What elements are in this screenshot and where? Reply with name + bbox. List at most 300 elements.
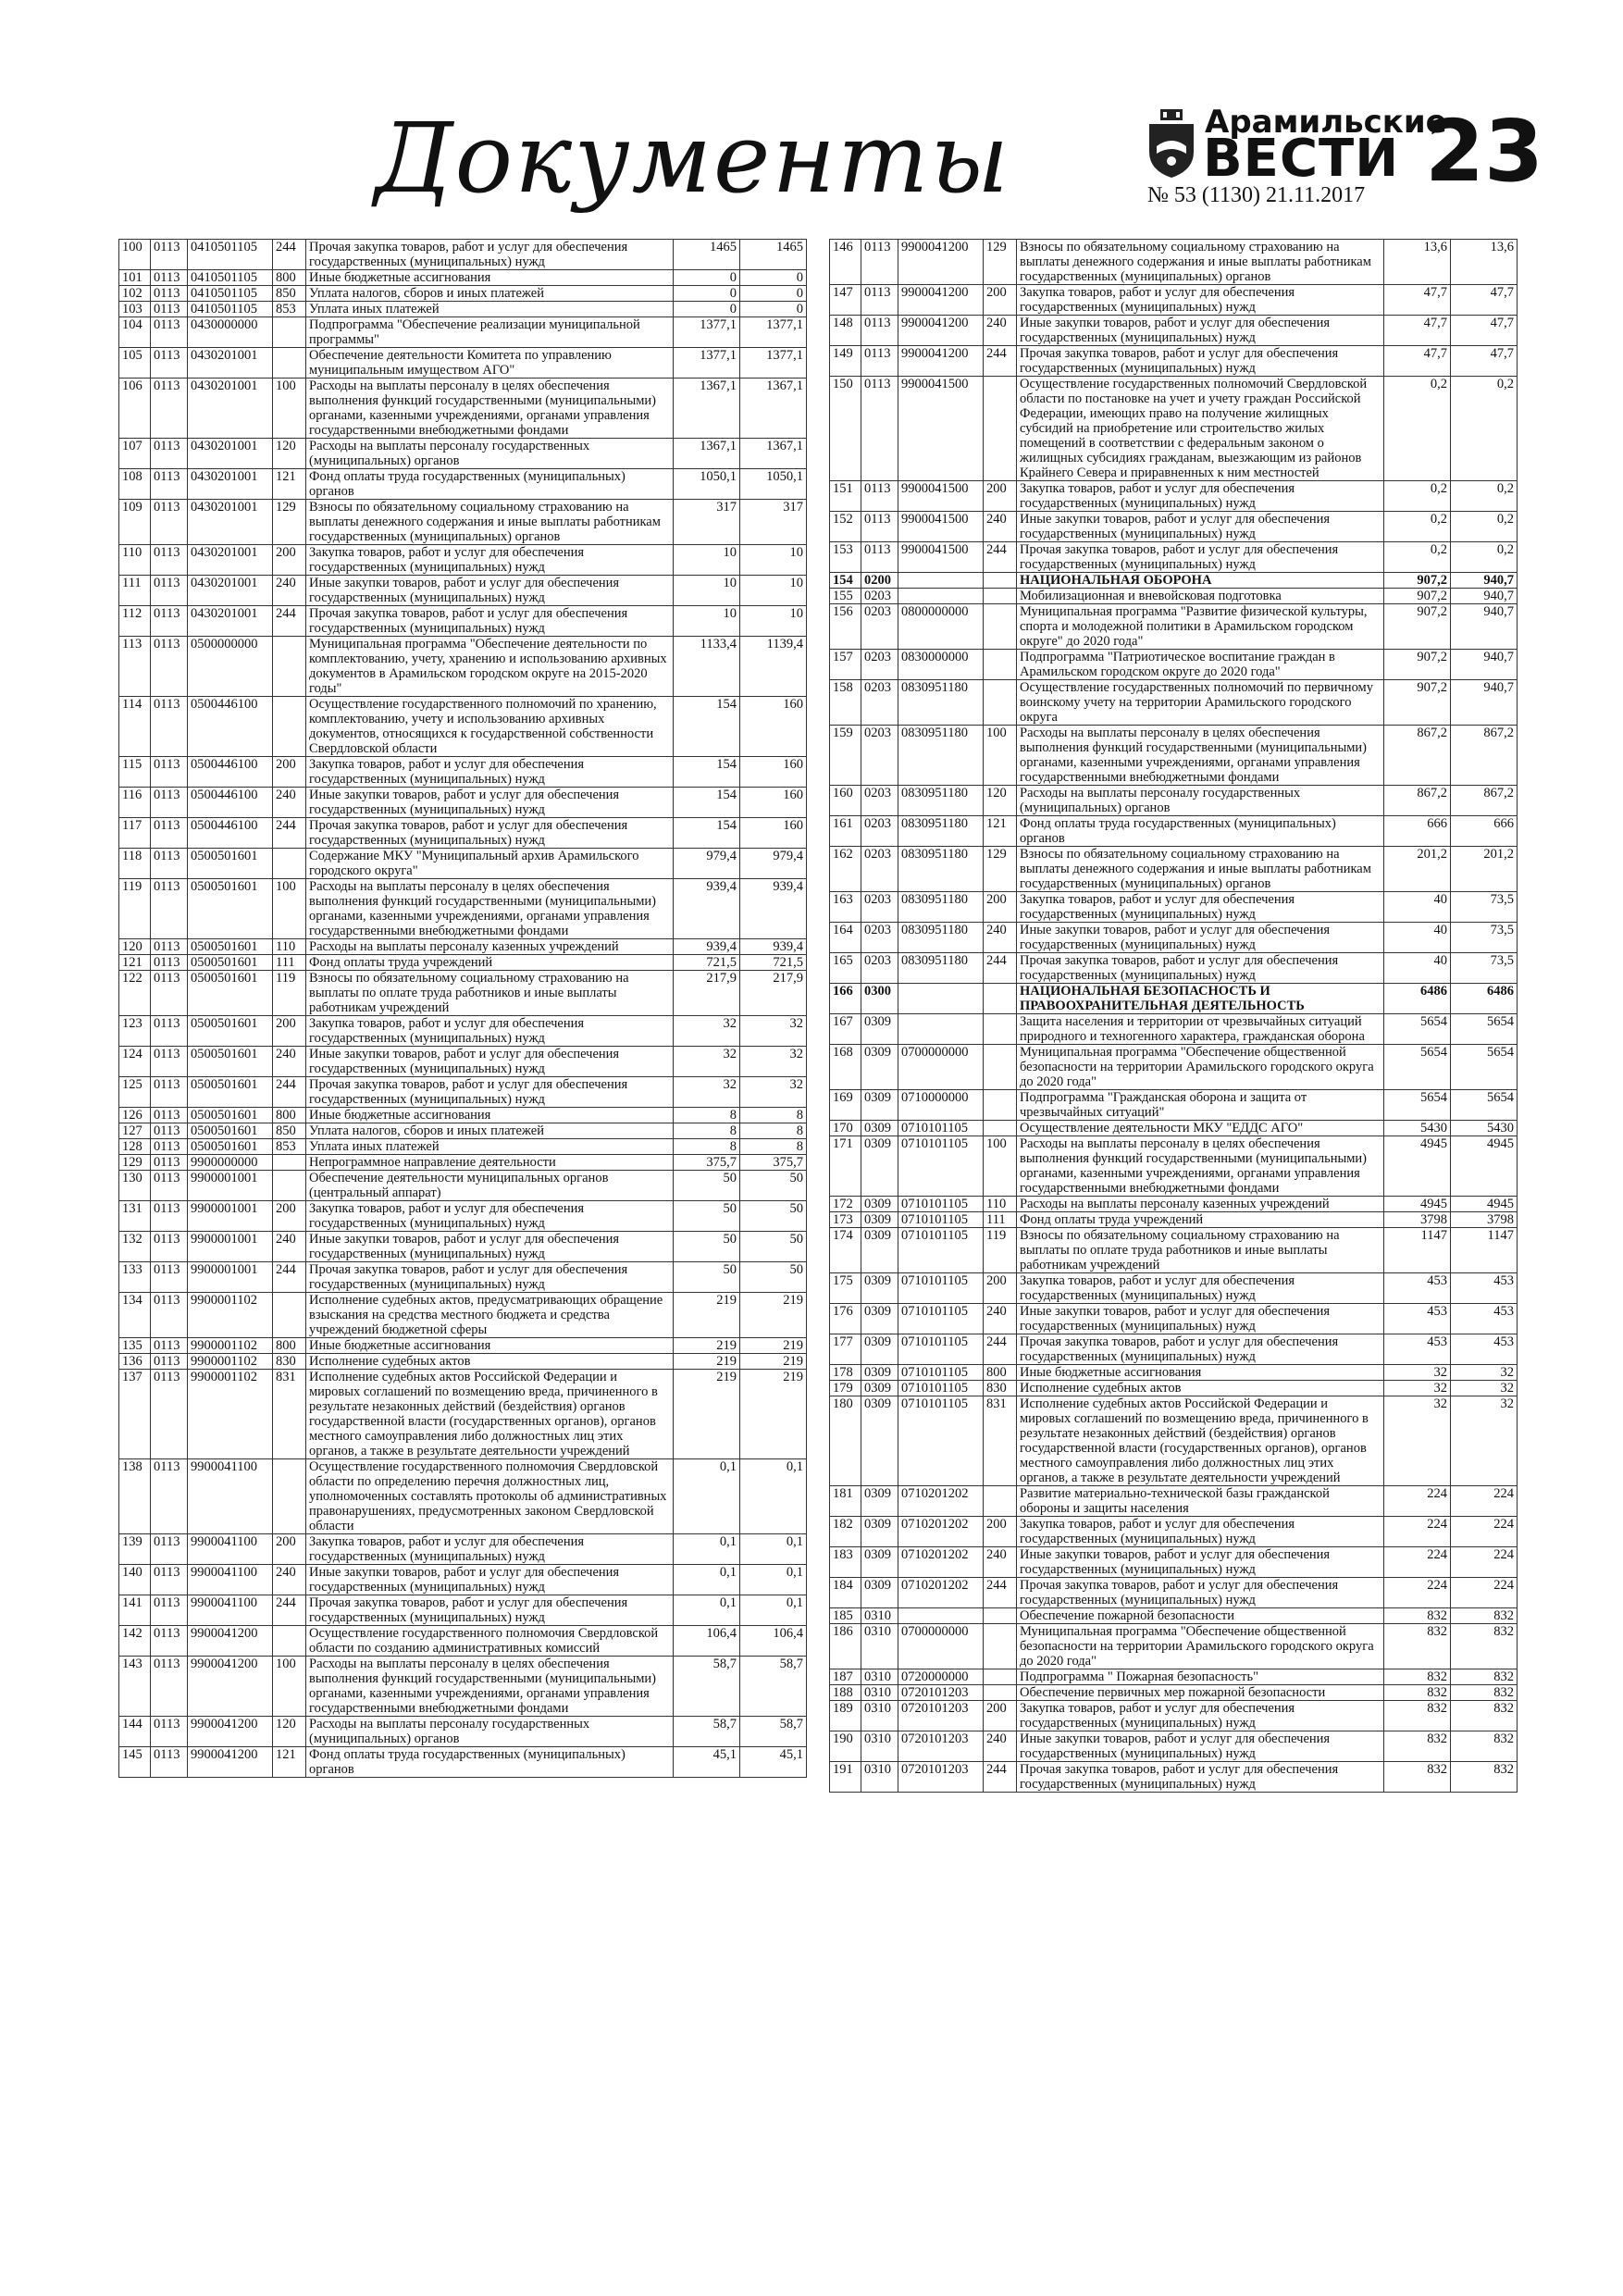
- table-row: [830, 1608, 1518, 1624]
- section-code-cell: 0113: [151, 1338, 188, 1354]
- amount-2019-cell: 10: [740, 576, 807, 606]
- amount-2019-cell: 224: [1451, 1517, 1518, 1547]
- target-code-cell: 0720101203: [898, 1762, 984, 1793]
- section-code-cell: 0113: [151, 286, 188, 302]
- table-row: [119, 270, 807, 286]
- target-code-cell: 0500446100: [188, 788, 273, 818]
- amount-2019-cell: 219: [740, 1370, 807, 1459]
- budget-table-right-column: [829, 239, 1518, 1793]
- expense-type-cell: 121: [273, 1747, 306, 1778]
- section-code-cell: 0113: [151, 1232, 188, 1262]
- amount-2019-cell: 160: [740, 697, 807, 757]
- expense-type-cell: 244: [984, 1578, 1017, 1608]
- target-code-cell: 0720101203: [898, 1701, 984, 1731]
- section-code-cell: 0309: [861, 1517, 898, 1547]
- expense-type-cell: [984, 1045, 1017, 1090]
- target-code-cell: 0720101203: [898, 1731, 984, 1762]
- amount-2019-cell: 0,1: [740, 1459, 807, 1534]
- amount-2018-cell: 939,4: [674, 939, 740, 955]
- item-name-cell: Взносы по обязательному социальному страхованию на выплаты денежного содержания и иные выплаты работникам государственных (муниципальных) органов: [306, 500, 674, 545]
- row-number-cell: 137: [119, 1370, 151, 1459]
- item-name-cell: Иные бюджетные ассигнования: [306, 1338, 674, 1354]
- amount-2019-cell: 832: [1451, 1762, 1518, 1793]
- row-number-cell: 163: [830, 892, 861, 923]
- table-row: [830, 1212, 1518, 1228]
- section-code-cell: 0203: [861, 650, 898, 680]
- section-code-cell: 0113: [151, 1262, 188, 1293]
- expense-type-cell: 240: [984, 1547, 1017, 1578]
- budget-table-left-body: [119, 240, 807, 1778]
- section-code-cell: 0310: [861, 1669, 898, 1685]
- target-code-cell: 0500501601: [188, 939, 273, 955]
- amount-2018-cell: 0,2: [1384, 512, 1451, 542]
- amount-2019-cell: 47,7: [1451, 316, 1518, 346]
- expense-type-cell: 111: [984, 1212, 1017, 1228]
- amount-2019-cell: 453: [1451, 1304, 1518, 1334]
- amount-2019-cell: 32: [740, 1077, 807, 1108]
- amount-2019-cell: 453: [1451, 1273, 1518, 1304]
- amount-2018-cell: 50: [674, 1262, 740, 1293]
- table-row: [830, 1762, 1518, 1793]
- table-row: [119, 286, 807, 302]
- item-name-cell: Содержание МКУ "Муниципальный архив Арамильского городского округа": [306, 849, 674, 879]
- row-number-cell: 152: [830, 512, 861, 542]
- amount-2019-cell: 50: [740, 1262, 807, 1293]
- table-row: [830, 240, 1518, 285]
- expense-type-cell: [984, 1121, 1017, 1136]
- item-name-cell: Прочая закупка товаров, работ и услуг для обеспечения государственных (муниципальных) нужд: [306, 606, 674, 637]
- table-row: [119, 818, 807, 849]
- table-row: [119, 757, 807, 788]
- expense-type-cell: 200: [273, 1201, 306, 1232]
- section-title: Документы: [375, 102, 1011, 215]
- amount-2018-cell: 50: [674, 1201, 740, 1232]
- amount-2018-cell: 867,2: [1384, 726, 1451, 786]
- section-code-cell: 0309: [861, 1197, 898, 1212]
- target-code-cell: 0710101105: [898, 1212, 984, 1228]
- table-row: [119, 500, 807, 545]
- row-number-cell: 102: [119, 286, 151, 302]
- amount-2018-cell: 832: [1384, 1762, 1451, 1793]
- table-row: [119, 1626, 807, 1657]
- amount-2019-cell: 0,1: [740, 1595, 807, 1626]
- section-code-cell: 0309: [861, 1334, 898, 1365]
- amount-2018-cell: 0,1: [674, 1595, 740, 1626]
- brand-big-text: ВЕСТИ: [1203, 129, 1400, 189]
- expense-type-cell: [273, 348, 306, 379]
- target-code-cell: [898, 1014, 984, 1045]
- expense-type-cell: 853: [273, 1139, 306, 1155]
- item-name-cell: Прочая закупка товаров, работ и услуг для обеспечения государственных (муниципальных) нужд: [306, 1077, 674, 1108]
- table-row: [119, 379, 807, 439]
- amount-2018-cell: 224: [1384, 1547, 1451, 1578]
- amount-2018-cell: 154: [674, 697, 740, 757]
- expense-type-cell: 830: [984, 1381, 1017, 1396]
- item-name-cell: Подпрограмма "Гражданская оборона и защита от чрезвычайных ситуаций": [1017, 1090, 1384, 1121]
- amount-2019-cell: 10: [740, 545, 807, 576]
- row-number-cell: 161: [830, 816, 861, 847]
- item-name-cell: Осуществление государственных полномочий по первичному воинскому учету на территории Арамильского городского округа: [1017, 680, 1384, 726]
- amount-2019-cell: 219: [740, 1354, 807, 1370]
- section-code-cell: 0309: [861, 1045, 898, 1090]
- table-row: [830, 346, 1518, 377]
- item-name-cell: Иные закупки товаров, работ и услуг для обеспечения государственных (муниципальных) нужд: [1017, 1547, 1384, 1578]
- expense-type-cell: 240: [273, 1565, 306, 1595]
- section-code-cell: 0113: [861, 512, 898, 542]
- expense-type-cell: [984, 604, 1017, 650]
- expense-type-cell: 240: [273, 1047, 306, 1077]
- item-name-cell: Уплата налогов, сборов и иных платежей: [306, 1123, 674, 1139]
- target-code-cell: 0500446100: [188, 818, 273, 849]
- amount-2019-cell: 940,7: [1451, 604, 1518, 650]
- item-name-cell: Подпрограмма " Пожарная безопасность": [1017, 1669, 1384, 1685]
- section-code-cell: 0309: [861, 1228, 898, 1273]
- section-code-cell: 0309: [861, 1136, 898, 1197]
- section-code-cell: 0203: [861, 786, 898, 816]
- target-code-cell: 0710101105: [898, 1334, 984, 1365]
- amount-2018-cell: 1465: [674, 240, 740, 270]
- item-name-cell: Иные закупки товаров, работ и услуг для обеспечения государственных (муниципальных) нужд: [306, 1232, 674, 1262]
- table-row: [119, 302, 807, 317]
- amount-2018-cell: 58,7: [674, 1717, 740, 1747]
- table-row: [119, 788, 807, 818]
- expense-type-cell: 119: [273, 971, 306, 1016]
- expense-type-cell: [273, 697, 306, 757]
- row-number-cell: 169: [830, 1090, 861, 1121]
- expense-type-cell: [984, 1685, 1017, 1701]
- amount-2019-cell: 5654: [1451, 1090, 1518, 1121]
- item-name-cell: Фонд оплаты труда учреждений: [1017, 1212, 1384, 1228]
- amount-2019-cell: 47,7: [1451, 285, 1518, 316]
- item-name-cell: Муниципальная программа "Обеспечение общественной безопасности на территории Арамильского городского округа до 2020 года": [1017, 1624, 1384, 1669]
- amount-2019-cell: 5654: [1451, 1014, 1518, 1045]
- expense-type-cell: 120: [984, 786, 1017, 816]
- target-code-cell: 0500501601: [188, 1139, 273, 1155]
- amount-2018-cell: 832: [1384, 1731, 1451, 1762]
- section-code-cell: 0310: [861, 1701, 898, 1731]
- table-row: [119, 939, 807, 955]
- target-code-cell: 0430201001: [188, 469, 273, 500]
- row-number-cell: 186: [830, 1624, 861, 1669]
- section-code-cell: 0203: [861, 816, 898, 847]
- amount-2018-cell: 4945: [1384, 1136, 1451, 1197]
- item-name-cell: Исполнение судебных актов Российской Федерации и мировых соглашений по возмещению вреда, причиненного в результате незаконных действий (бездействия) органов государственной власти (государственных органов), органов местного самоуправления либо должностных лиц этих органов, а также в результате деятельности учреждений: [1017, 1396, 1384, 1486]
- row-number-cell: 144: [119, 1717, 151, 1747]
- section-code-cell: 0113: [151, 818, 188, 849]
- table-row: [119, 1171, 807, 1201]
- target-code-cell: 0410501105: [188, 302, 273, 317]
- section-code-cell: 0113: [151, 955, 188, 971]
- section-code-cell: 0113: [151, 1201, 188, 1232]
- target-code-cell: 0500501601: [188, 1077, 273, 1108]
- target-code-cell: 0830951180: [898, 786, 984, 816]
- amount-2018-cell: 0,1: [674, 1459, 740, 1534]
- target-code-cell: [898, 573, 984, 589]
- amount-2019-cell: 217,9: [740, 971, 807, 1016]
- amount-2018-cell: 5430: [1384, 1121, 1451, 1136]
- table-row: [830, 512, 1518, 542]
- table-row: [830, 726, 1518, 786]
- amount-2019-cell: 32: [1451, 1381, 1518, 1396]
- row-number-cell: 105: [119, 348, 151, 379]
- target-code-cell: 0500501601: [188, 1108, 273, 1123]
- amount-2019-cell: 50: [740, 1232, 807, 1262]
- amount-2018-cell: 32: [674, 1047, 740, 1077]
- target-code-cell: 9900001001: [188, 1171, 273, 1201]
- target-code-cell: 0430201001: [188, 500, 273, 545]
- amount-2019-cell: 317: [740, 500, 807, 545]
- target-code-cell: 0410501105: [188, 240, 273, 270]
- target-code-cell: 0830951180: [898, 923, 984, 953]
- target-code-cell: 9900041200: [188, 1626, 273, 1657]
- amount-2019-cell: 832: [1451, 1685, 1518, 1701]
- item-name-cell: Иные закупки товаров, работ и услуг для обеспечения государственных (муниципальных) нужд: [306, 1047, 674, 1077]
- item-name-cell: Расходы на выплаты персоналу государственных (муниципальных) органов: [306, 1717, 674, 1747]
- target-code-cell: 0720000000: [898, 1669, 984, 1685]
- item-name-cell: Защита населения и территории от чрезвычайных ситуаций природного и техногенного характера, гражданская оборона: [1017, 1014, 1384, 1045]
- table-row: [830, 1365, 1518, 1381]
- section-code-cell: 0113: [151, 317, 188, 348]
- budget-table-right-body: [830, 240, 1518, 1793]
- target-code-cell: 0720101203: [898, 1685, 984, 1701]
- item-name-cell: Закупка товаров, работ и услуг для обеспечения государственных (муниципальных) нужд: [306, 1201, 674, 1232]
- expense-type-cell: [984, 1014, 1017, 1045]
- row-number-cell: 100: [119, 240, 151, 270]
- table-row: [830, 1304, 1518, 1334]
- section-code-cell: 0113: [861, 316, 898, 346]
- expense-type-cell: 244: [984, 1762, 1017, 1793]
- table-row: [830, 481, 1518, 512]
- table-row: [830, 1014, 1518, 1045]
- table-row: [830, 1121, 1518, 1136]
- expense-type-cell: [984, 1486, 1017, 1517]
- item-name-cell: Закупка товаров, работ и услуг для обеспечения государственных (муниципальных) нужд: [1017, 285, 1384, 316]
- amount-2019-cell: 50: [740, 1201, 807, 1232]
- section-code-cell: 0310: [861, 1685, 898, 1701]
- section-code-cell: 0203: [861, 923, 898, 953]
- target-code-cell: 0430201001: [188, 379, 273, 439]
- target-code-cell: 0710201202: [898, 1517, 984, 1547]
- amount-2018-cell: 0,1: [674, 1565, 740, 1595]
- target-code-cell: 0710101105: [898, 1136, 984, 1197]
- amount-2019-cell: 867,2: [1451, 726, 1518, 786]
- section-code-cell: 0203: [861, 847, 898, 892]
- expense-type-cell: 800: [984, 1365, 1017, 1381]
- row-number-cell: 142: [119, 1626, 151, 1657]
- target-code-cell: 9900041200: [188, 1657, 273, 1717]
- expense-type-cell: 244: [273, 606, 306, 637]
- target-code-cell: 0410501105: [188, 270, 273, 286]
- row-number-cell: 151: [830, 481, 861, 512]
- row-number-cell: 149: [830, 346, 861, 377]
- target-code-cell: 0710101105: [898, 1396, 984, 1486]
- table-row: [119, 1139, 807, 1155]
- section-code-cell: 0203: [861, 726, 898, 786]
- expense-type-cell: 120: [273, 439, 306, 469]
- amount-2018-cell: 5654: [1384, 1090, 1451, 1121]
- amount-2018-cell: 106,4: [674, 1626, 740, 1657]
- table-row: [119, 317, 807, 348]
- section-code-cell: 0113: [151, 1626, 188, 1657]
- amount-2019-cell: 1050,1: [740, 469, 807, 500]
- amount-2019-cell: 32: [1451, 1365, 1518, 1381]
- row-number-cell: 132: [119, 1232, 151, 1262]
- item-name-cell: Закупка товаров, работ и услуг для обеспечения государственных (муниципальных) нужд: [306, 1016, 674, 1047]
- amount-2018-cell: 0,1: [674, 1534, 740, 1565]
- table-row: [830, 1273, 1518, 1304]
- section-code-cell: 0203: [861, 953, 898, 984]
- section-code-cell: 0113: [151, 1747, 188, 1778]
- expense-type-cell: 244: [273, 240, 306, 270]
- expense-type-cell: [984, 1090, 1017, 1121]
- expense-type-cell: [273, 317, 306, 348]
- table-row: [830, 589, 1518, 604]
- table-row: [830, 316, 1518, 346]
- target-code-cell: 0710101105: [898, 1228, 984, 1273]
- amount-2018-cell: 47,7: [1384, 346, 1451, 377]
- table-row: [119, 637, 807, 697]
- amount-2018-cell: 50: [674, 1232, 740, 1262]
- amount-2019-cell: 0,2: [1451, 377, 1518, 481]
- target-code-cell: 9900001001: [188, 1262, 273, 1293]
- item-name-cell: Закупка товаров, работ и услуг для обеспечения государственных (муниципальных) нужд: [306, 545, 674, 576]
- amount-2019-cell: 32: [740, 1016, 807, 1047]
- expense-type-cell: 129: [984, 847, 1017, 892]
- amount-2019-cell: 32: [1451, 1396, 1518, 1486]
- target-code-cell: 0710201202: [898, 1547, 984, 1578]
- row-number-cell: 160: [830, 786, 861, 816]
- target-code-cell: 0500501601: [188, 879, 273, 939]
- item-name-cell: Иные закупки товаров, работ и услуг для обеспечения государственных (муниципальных) нужд: [306, 576, 674, 606]
- row-number-cell: 172: [830, 1197, 861, 1212]
- row-number-cell: 124: [119, 1047, 151, 1077]
- expense-type-cell: 200: [984, 285, 1017, 316]
- row-number-cell: 118: [119, 849, 151, 879]
- table-row: [830, 285, 1518, 316]
- amount-2019-cell: 0: [740, 302, 807, 317]
- section-code-cell: 0203: [861, 589, 898, 604]
- row-number-cell: 109: [119, 500, 151, 545]
- amount-2018-cell: 219: [674, 1338, 740, 1354]
- row-number-cell: 113: [119, 637, 151, 697]
- target-code-cell: 9900041200: [188, 1747, 273, 1778]
- amount-2019-cell: 0,2: [1451, 481, 1518, 512]
- amount-2018-cell: 47,7: [1384, 285, 1451, 316]
- amount-2018-cell: 10: [674, 545, 740, 576]
- row-number-cell: 104: [119, 317, 151, 348]
- row-number-cell: 122: [119, 971, 151, 1016]
- table-row: [830, 816, 1518, 847]
- section-code-cell: 0113: [151, 1565, 188, 1595]
- table-row: [830, 786, 1518, 816]
- expense-type-cell: 200: [273, 757, 306, 788]
- amount-2018-cell: 224: [1384, 1486, 1451, 1517]
- row-number-cell: 191: [830, 1762, 861, 1793]
- row-number-cell: 119: [119, 879, 151, 939]
- target-code-cell: 0430201001: [188, 606, 273, 637]
- row-number-cell: 162: [830, 847, 861, 892]
- amount-2018-cell: 832: [1384, 1624, 1451, 1669]
- amount-2018-cell: 1377,1: [674, 348, 740, 379]
- item-name-cell: Фонд оплаты труда учреждений: [306, 955, 674, 971]
- expense-type-cell: [984, 1624, 1017, 1669]
- expense-type-cell: [984, 1608, 1017, 1624]
- row-number-cell: 107: [119, 439, 151, 469]
- row-number-cell: 125: [119, 1077, 151, 1108]
- amount-2018-cell: 1133,4: [674, 637, 740, 697]
- section-code-cell: 0113: [151, 1123, 188, 1139]
- item-name-cell: Взносы по обязательному социальному страхованию на выплаты по оплате труда работников и иные выплаты работникам учреждений: [1017, 1228, 1384, 1273]
- amount-2019-cell: 47,7: [1451, 346, 1518, 377]
- amount-2019-cell: 939,4: [740, 879, 807, 939]
- section-code-cell: 0309: [861, 1396, 898, 1486]
- row-number-cell: 147: [830, 285, 861, 316]
- table-row: [830, 1090, 1518, 1121]
- amount-2018-cell: 4945: [1384, 1197, 1451, 1212]
- target-code-cell: 0430201001: [188, 576, 273, 606]
- table-row: [830, 923, 1518, 953]
- expense-type-cell: 240: [984, 923, 1017, 953]
- expense-type-cell: 244: [984, 346, 1017, 377]
- item-name-cell: Прочая закупка товаров, работ и услуг для обеспечения государственных (муниципальных) нужд: [306, 818, 674, 849]
- expense-type-cell: 244: [984, 542, 1017, 573]
- amount-2019-cell: 721,5: [740, 955, 807, 971]
- target-code-cell: 9900041200: [898, 240, 984, 285]
- item-name-cell: Прочая закупка товаров, работ и услуг для обеспечения государственных (муниципальных) нужд: [306, 1262, 674, 1293]
- table-row: [119, 348, 807, 379]
- expense-type-cell: 100: [984, 726, 1017, 786]
- amount-2018-cell: 832: [1384, 1608, 1451, 1624]
- row-number-cell: 135: [119, 1338, 151, 1354]
- amount-2019-cell: 940,7: [1451, 680, 1518, 726]
- section-code-cell: 0113: [151, 270, 188, 286]
- amount-2018-cell: 1147: [1384, 1228, 1451, 1273]
- item-name-cell: Иные закупки товаров, работ и услуг для обеспечения государственных (муниципальных) нужд: [306, 788, 674, 818]
- amount-2018-cell: 375,7: [674, 1155, 740, 1171]
- table-row: [119, 1016, 807, 1047]
- amount-2018-cell: 453: [1384, 1304, 1451, 1334]
- table-row: [830, 1228, 1518, 1273]
- target-code-cell: 9900001001: [188, 1232, 273, 1262]
- item-name-cell: Исполнение судебных актов, предусматривающих обращение взыскания на средства местного бюджета и средства учреждений бюджетной сферы: [306, 1293, 674, 1338]
- row-number-cell: 110: [119, 545, 151, 576]
- expense-type-cell: 853: [273, 302, 306, 317]
- expense-type-cell: 121: [984, 816, 1017, 847]
- row-number-cell: 146: [830, 240, 861, 285]
- expense-type-cell: [984, 589, 1017, 604]
- target-code-cell: 0830951180: [898, 847, 984, 892]
- amount-2018-cell: 32: [1384, 1381, 1451, 1396]
- table-row: [119, 1338, 807, 1354]
- target-code-cell: [898, 589, 984, 604]
- amount-2018-cell: 0: [674, 286, 740, 302]
- target-code-cell: [898, 984, 984, 1014]
- table-row: [119, 955, 807, 971]
- amount-2018-cell: 45,1: [674, 1747, 740, 1778]
- amount-2018-cell: 32: [1384, 1365, 1451, 1381]
- amount-2019-cell: 8: [740, 1139, 807, 1155]
- item-name-cell: Расходы на выплаты персоналу государственных (муниципальных) органов: [1017, 786, 1384, 816]
- table-row: [119, 1047, 807, 1077]
- target-code-cell: 0830951180: [898, 816, 984, 847]
- target-code-cell: 9900041100: [188, 1534, 273, 1565]
- section-code-cell: 0309: [861, 1304, 898, 1334]
- row-number-cell: 179: [830, 1381, 861, 1396]
- item-name-cell: Иные закупки товаров, работ и услуг для обеспечения государственных (муниципальных) нужд: [1017, 923, 1384, 953]
- table-row: [119, 469, 807, 500]
- target-code-cell: 0830000000: [898, 650, 984, 680]
- item-name-cell: Взносы по обязательному социальному страхованию на выплаты денежного содержания и иные выплаты работникам государственных (муниципальных) органов: [1017, 847, 1384, 892]
